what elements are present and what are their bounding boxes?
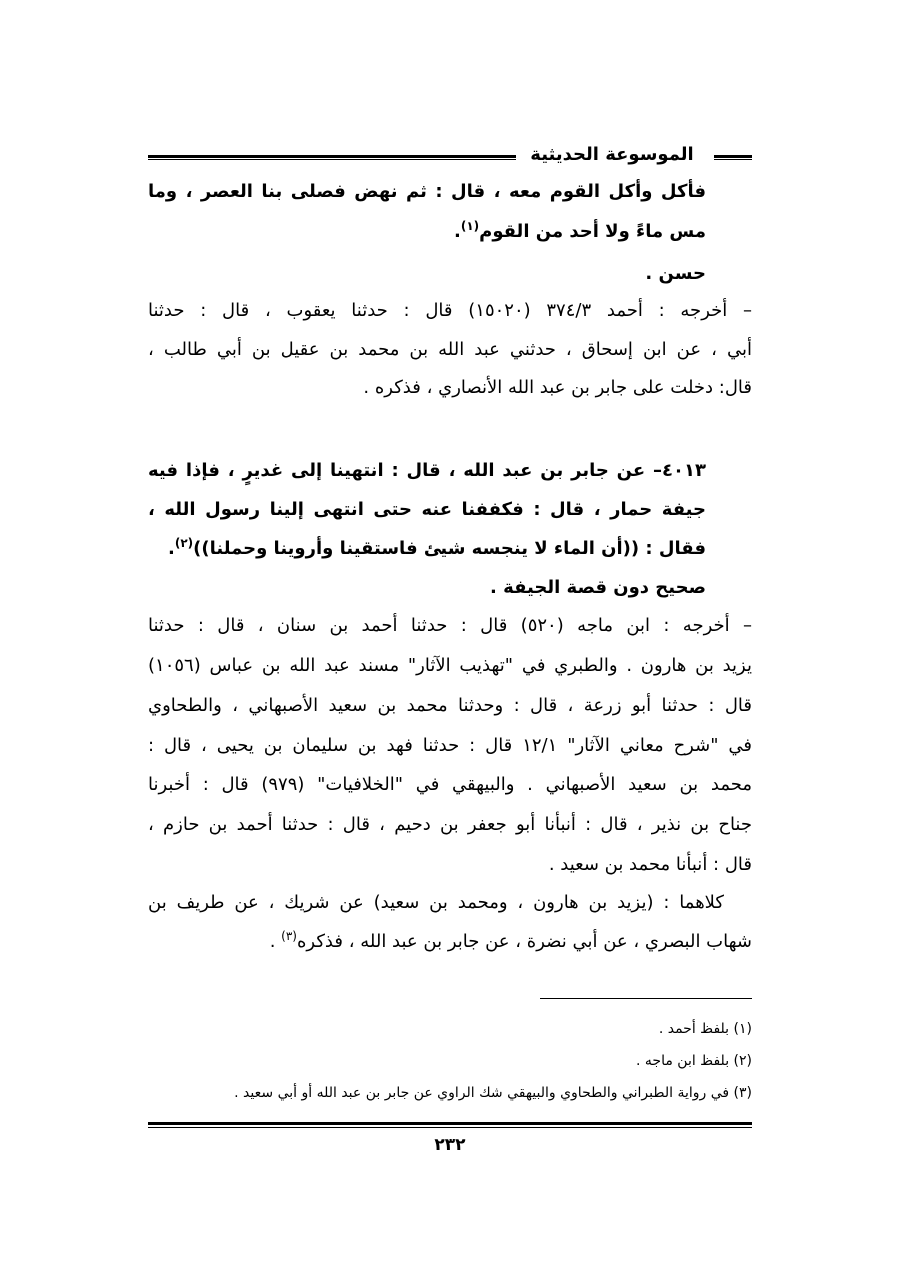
- takhrij-line: قال: دخلت على جابر بن عبد الله الأنصاري ، فذكره .: [363, 377, 752, 398]
- hadith-text-line: [168, 531, 706, 567]
- isnad-summary-line: [270, 924, 752, 960]
- takhrij-line: جناح بن نذير ، قال : أنبأنا أبو جعفر بن دحيم ، قال : حدثنا أحمد بن حازم ،: [148, 814, 752, 835]
- hadith-grade: حسن .: [645, 263, 706, 284]
- hadith-grade: صحيح دون قصة الجيفة .: [490, 577, 706, 598]
- hadith-text-line: فأكل وأكل القوم معه ، قال : ثم نهض فصلى بنا العصر ، وما: [148, 181, 706, 202]
- page-number: ٢٣٢: [434, 1135, 466, 1155]
- isnad-summary-text: شهاب البصري ، عن أبي نضرة ، عن جابر بن عبد الله ، فذكره: [296, 931, 752, 952]
- footnote-ref: (١): [460, 219, 480, 233]
- hadith-text-line: جيفة حمار ، قال : فكففنا عنه حتى انتهى إلينا رسول الله ،: [148, 499, 706, 520]
- hadith-text-line: [454, 214, 706, 250]
- footnote-1: (١) بلفظ أحمد .: [658, 1021, 752, 1037]
- footnote-divider: [540, 998, 752, 999]
- footnote-ref: (٣): [281, 929, 297, 943]
- book-page: [148, 138, 752, 1158]
- takhrij-line: قال : حدثنا أبو زرعة ، قال : وحدثنا محمد بن سعيد الأصبهاني ، والطحاوي: [148, 695, 752, 716]
- takhrij-line: محمد بن سعيد الأصبهاني . والبيهقي في "الخلافيات" (٩٧٩) قال : أخبرنا: [148, 774, 752, 795]
- header-title: الموسوعة الحديثية: [530, 144, 694, 165]
- takhrij-line: أبي ، عن ابن إسحاق ، حدثني عبد الله بن محمد بن عقيل بن أبي طالب ،: [148, 339, 752, 360]
- takhrij-line: في "شرح معاني الآثار" ١٢/١ قال : حدثنا فهد بن سليمان بن يحيى ، قال :: [148, 735, 752, 756]
- isnad-summary-line: [148, 885, 752, 921]
- footnote-2: (٢) بلفظ ابن ماجه .: [636, 1053, 752, 1069]
- takhrij-line: – أخرجه : ابن ماجه (٥٢٠) قال : حدثنا أحمد بن سنان ، قال : حدثنا: [148, 615, 752, 636]
- hadith-text-end: .: [168, 538, 175, 559]
- hadith-text: فقال : ((أن الماء لا ينجسه شيئ فاستقينا وأروينا وحملنا)): [193, 538, 706, 559]
- hadith-text: مس ماءً ولا أحد من القوم: [479, 221, 706, 242]
- takhrij-line: قال : أنبأنا محمد بن سعيد .: [548, 854, 752, 875]
- hadith-text-line: ٤٠١٣– عن جابر بن عبد الله ، قال : انتهينا إلى غديرٍ ، فإذا فيه: [148, 460, 706, 481]
- running-header: [148, 138, 752, 178]
- hadith-text-end: .: [453, 221, 461, 242]
- header-rule-short: [714, 155, 752, 160]
- header-rule-long: [148, 155, 516, 160]
- footer-rule: [148, 1122, 752, 1128]
- footnote-ref: (٢): [174, 536, 194, 550]
- takhrij-line: – أخرجه : أحمد ٣٧٤/٣ (١٥٠٢٠) قال : حدثنا يعقوب ، قال : حدثنا: [148, 300, 752, 321]
- isnad-summary-end: .: [269, 931, 282, 952]
- isnad-summary-text: كلاهما : (يزيد بن هارون ، ومحمد بن سعيد) عن شريك ، عن طريف بن: [148, 892, 724, 913]
- footnote-3: (٣) في رواية الطبراني والطحاوي والبيهقي شك الراوي عن جابر بن عبد الله أو أبي سعيد .: [234, 1085, 752, 1101]
- takhrij-line: يزيد بن هارون . والطبري في "تهذيب الآثار" مسند عبد الله بن عباس (١٠٥٦): [148, 655, 752, 676]
